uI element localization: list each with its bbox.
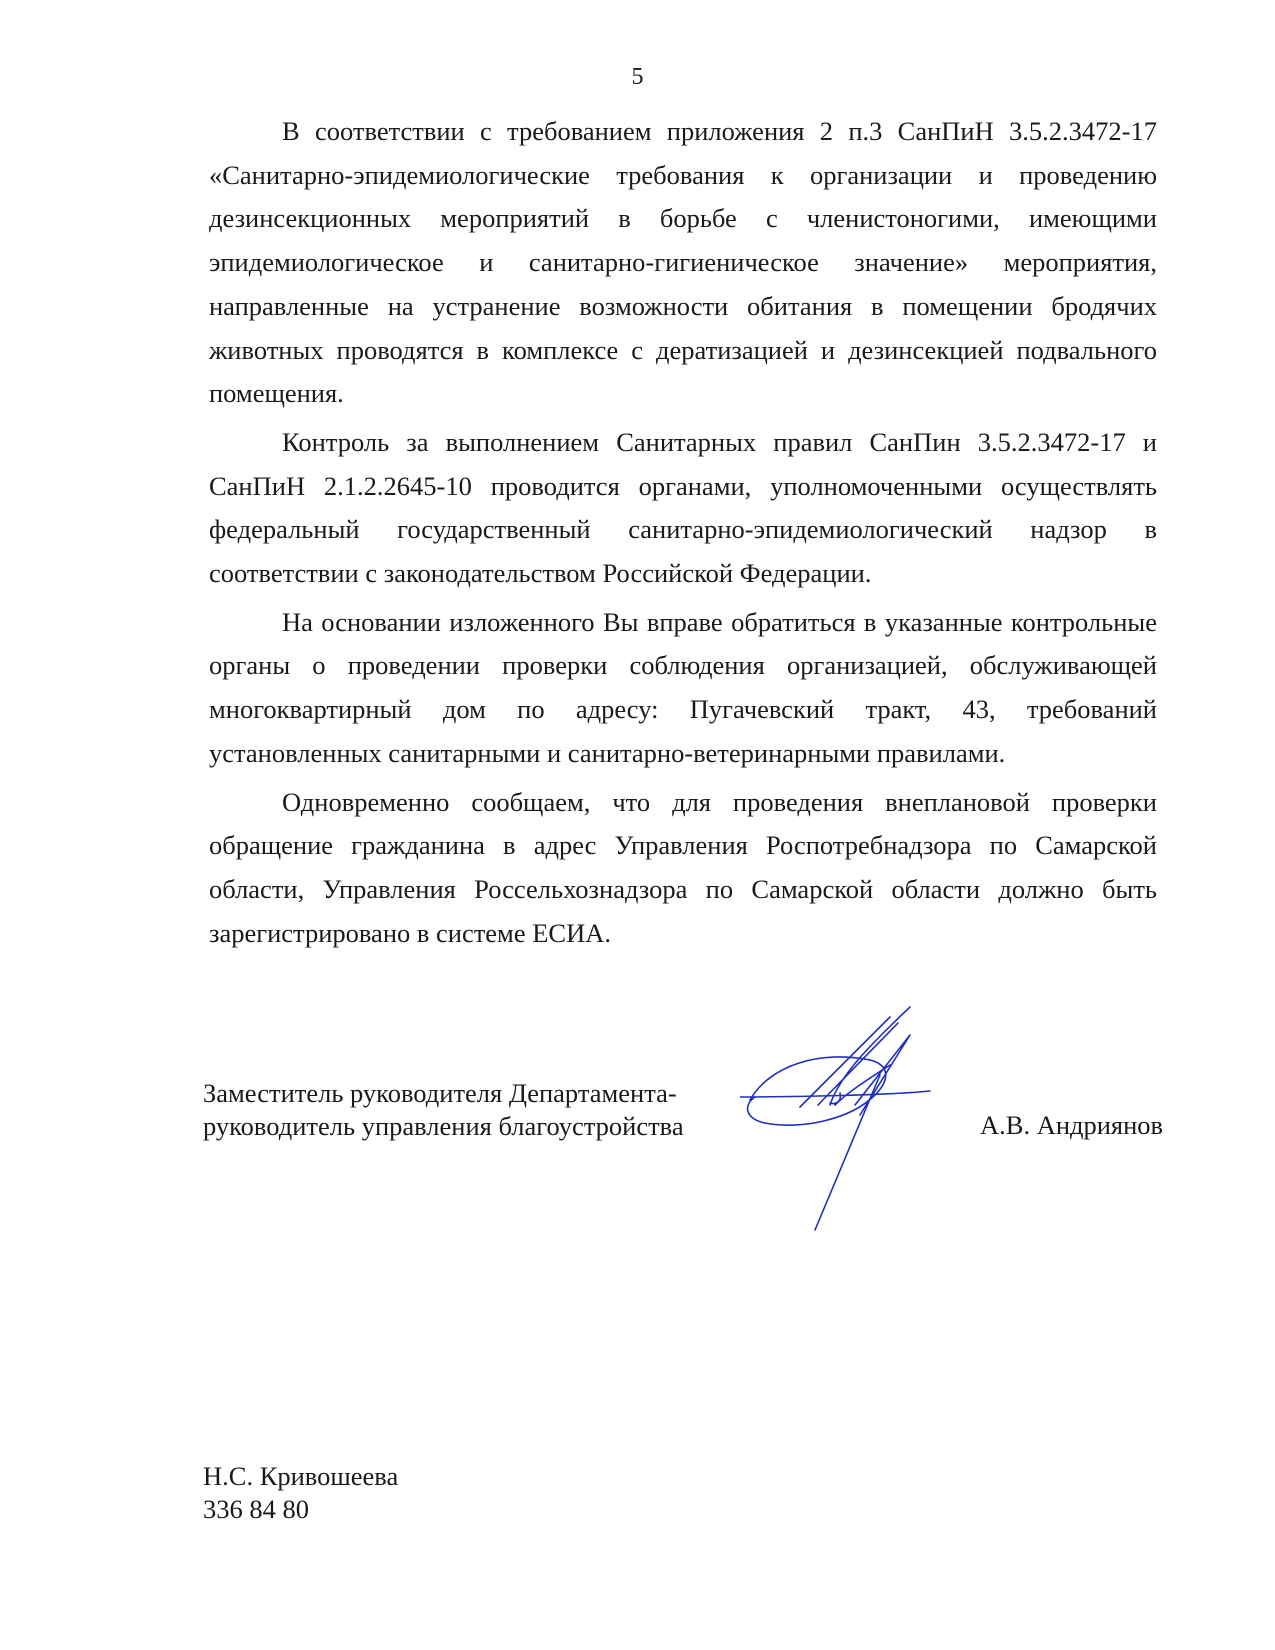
position-line-2: руководитель управления благоустройства — [203, 1111, 684, 1141]
letter-body — [209, 110, 1157, 955]
executor-name: Н.С. Кривошеева — [203, 1461, 399, 1491]
page-number: 5 — [631, 64, 644, 90]
signer-name: А.В. Андриянов — [980, 1110, 1164, 1140]
paragraph-appeal-right: На основании изложенного Вы вправе обратиться в указанные контрольные органы о проведении проверки соблюдения организацией, обслуживающей многоквартирный дом по адресу: Пугачевский тракт, 43, требований установленных санитарными и санитарно-ветеринарными правилами. — [209, 606, 1157, 768]
executor-phone: 336 84 80 — [203, 1494, 309, 1524]
handwritten-signature — [740, 1005, 980, 1235]
paragraph-control: Контроль за выполнением Санитарных правил СанПин 3.5.2.3472-17 и СанПиН 2.1.2.2645-10 проводится органами, уполномоченными осуществлять федеральный государственный санитарно-эпидемиологический надзор в соответствии с законодательством Российской Федерации. — [209, 426, 1157, 589]
paragraph-esia-notice: Одновременно сообщаем, что для проведения внеплановой проверки обращение гражданина в адрес Управления Роспотребнадзора по Самарской области, Управления Россельхознадзора по Самарской области должно быть зарегистрировано в системе ЕСИА. — [209, 786, 1157, 948]
paragraph-sanpin-requirement: В соответствии с требованием приложения 2 п.3 СанПиН 3.5.2.3472-17 «Санитарно-эпидемиологические требования к организации и проведению дезинсекционных мероприятий в борьбе с членистоногими, имеющими эпидемиологическое и санитарно-гигиеническое значение» мероприятия, направленные на устранение возможности обитания в помещении бродячих животных проводятся в комплексе с дератизацией и дезинсекцией подвального помещения. — [209, 116, 1157, 409]
executor-info — [203, 1460, 398, 1526]
position-line-1: Заместитель руководителя Департамента- — [203, 1078, 677, 1108]
signatory-position — [203, 1077, 684, 1143]
